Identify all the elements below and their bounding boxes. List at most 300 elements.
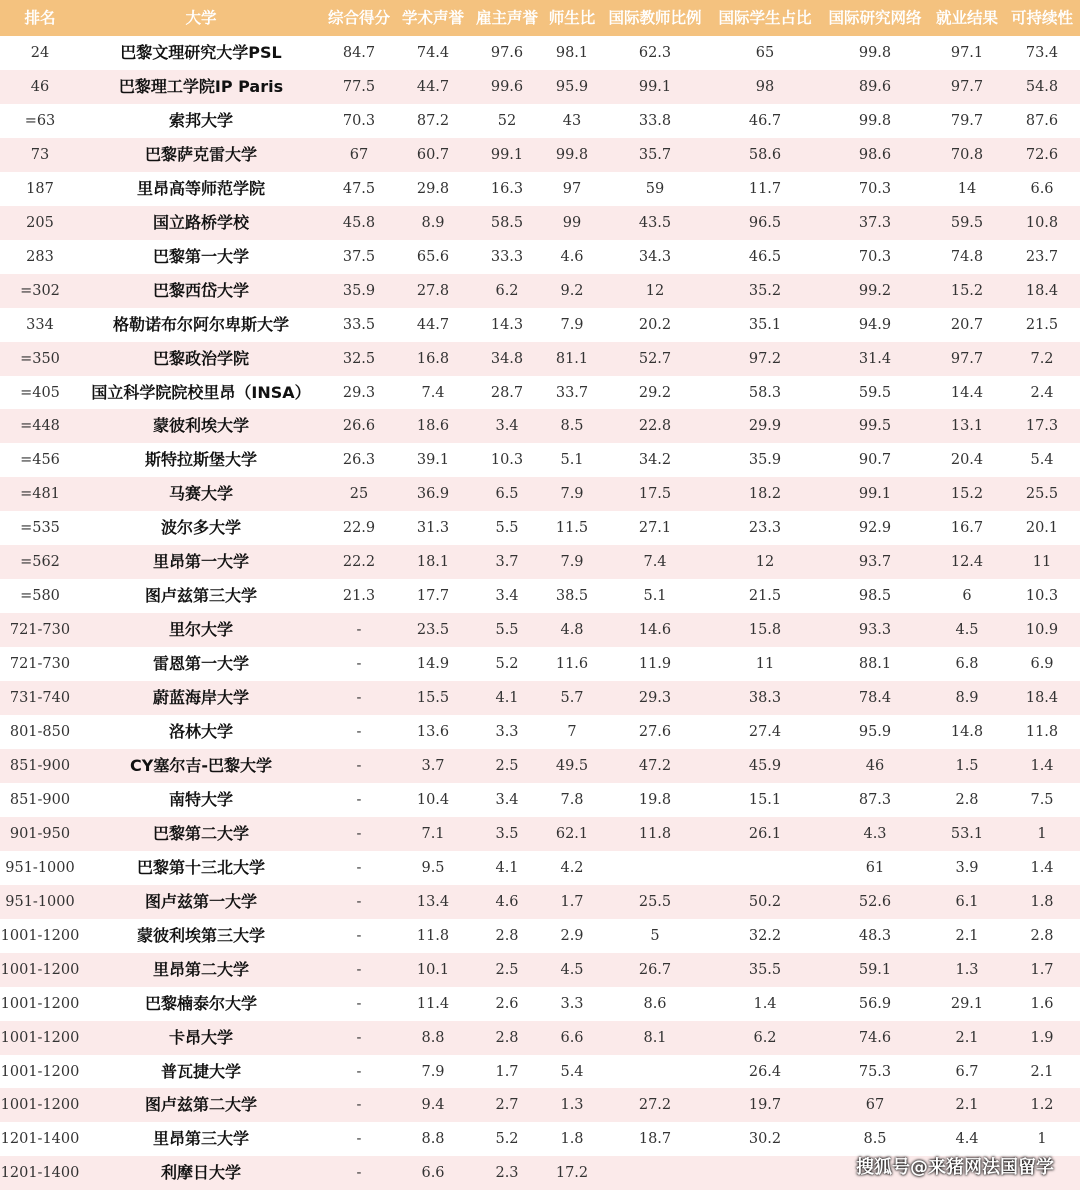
cell-university: 雷恩第一大学 (152, 654, 249, 674)
cell-university: 巴黎理工学院IP Paris (118, 76, 284, 96)
cell-international-faculty: 99.1 (638, 78, 672, 95)
cell-international-faculty: 59 (645, 180, 665, 197)
cell-international-students: 30.2 (748, 1131, 782, 1148)
cell-international-research-network: 46 (865, 757, 885, 774)
cell-international-faculty: 18.7 (638, 1131, 672, 1148)
cell-overall-score: - (356, 1097, 362, 1114)
cell-international-research-network: 70.3 (858, 180, 892, 197)
cell-sustainability: 72.6 (1025, 146, 1059, 163)
cell-international-faculty: 27.2 (638, 1097, 672, 1114)
cell-overall-score: - (356, 1165, 362, 1182)
cell-overall-score: 26.6 (342, 418, 376, 435)
cell-academic-reputation: 23.5 (416, 622, 450, 639)
cell-academic-reputation: 13.6 (416, 724, 450, 740)
cell-academic-reputation: 39.1 (416, 452, 450, 469)
cell-rank: =448 (20, 418, 60, 435)
cell-faculty-student-ratio: 49.5 (555, 757, 589, 774)
cell-university: 洛林大学 (168, 722, 233, 741)
cell-rank: =405 (20, 384, 60, 401)
cell-rank: 205 (26, 214, 54, 231)
cell-university: 蔚蓝海岸大学 (152, 688, 249, 708)
cell-international-faculty: 62.3 (638, 45, 672, 61)
cell-overall-score: - (356, 893, 362, 910)
cell-rank: 1001-1200 (0, 961, 80, 978)
cell-sustainability: 2.4 (1030, 384, 1054, 401)
cell-employment-outcomes: 6.7 (955, 1063, 979, 1080)
header-international-research-network: 国际研究网络 (828, 9, 922, 27)
table-row (0, 206, 1080, 240)
cell-academic-reputation: 65.6 (416, 248, 450, 265)
cell-international-faculty: 7.4 (643, 554, 667, 571)
cell-overall-score: - (356, 1131, 362, 1148)
table-row (0, 70, 1080, 104)
cell-overall-score: - (356, 791, 362, 808)
cell-international-students: 11.7 (748, 180, 782, 197)
cell-sustainability: 7.5 (1030, 791, 1054, 808)
cell-academic-reputation: 10.4 (416, 791, 450, 808)
cell-employer-reputation: 6.5 (495, 486, 519, 503)
cell-international-students: 11 (755, 656, 775, 673)
cell-sustainability: 6.9 (1030, 656, 1054, 673)
cell-international-faculty: 22.8 (638, 418, 672, 435)
cell-faculty-student-ratio: 81.1 (555, 350, 589, 367)
cell-employment-outcomes: 2.1 (955, 1097, 979, 1114)
cell-university: 马赛大学 (168, 484, 233, 504)
cell-rank: 721-730 (9, 656, 71, 673)
cell-employer-reputation: 2.7 (495, 1097, 519, 1114)
cell-employment-outcomes: 97.7 (950, 350, 984, 367)
cell-rank: =302 (20, 282, 60, 299)
cell-rank: =456 (20, 452, 60, 469)
cell-overall-score: 25 (349, 486, 369, 503)
cell-faculty-student-ratio: 97 (562, 180, 582, 197)
cell-international-research-network: 31.4 (858, 350, 892, 367)
cell-international-faculty: 43.5 (638, 214, 672, 231)
cell-international-students: 26.4 (748, 1063, 782, 1080)
cell-international-students: 15.1 (748, 791, 782, 808)
cell-international-research-network: 94.9 (858, 316, 892, 333)
cell-international-students: 26.1 (748, 825, 782, 842)
cell-overall-score: - (356, 1029, 362, 1046)
cell-academic-reputation: 44.7 (416, 78, 450, 95)
table-row (0, 919, 1080, 953)
cell-international-research-network: 89.6 (858, 78, 892, 95)
cell-rank: 1001-1200 (0, 1063, 80, 1080)
cell-international-faculty: 34.3 (638, 248, 672, 265)
cell-international-faculty: 29.3 (638, 690, 672, 707)
cell-employer-reputation: 2.6 (495, 995, 519, 1012)
cell-faculty-student-ratio: 5.7 (560, 690, 584, 707)
cell-academic-reputation: 3.7 (421, 757, 445, 774)
cell-international-research-network: 98.5 (858, 588, 892, 605)
cell-employer-reputation: 3.3 (495, 724, 519, 740)
cell-international-students (710, 851, 820, 885)
cell-academic-reputation: 9.5 (421, 859, 445, 876)
cell-employer-reputation: 3.4 (495, 791, 519, 808)
header-rank: 排名 (24, 9, 56, 27)
cell-academic-reputation: 9.4 (421, 1097, 445, 1114)
cell-employer-reputation: 3.4 (495, 418, 519, 435)
cell-sustainability: 1 (1037, 1131, 1047, 1148)
cell-international-faculty: 33.8 (638, 112, 672, 129)
cell-academic-reputation: 27.8 (416, 282, 450, 299)
cell-employer-reputation: 99.6 (490, 78, 524, 95)
cell-international-faculty (600, 1156, 710, 1190)
cell-international-research-network: 70.3 (858, 248, 892, 265)
table-row (0, 104, 1080, 138)
cell-academic-reputation: 13.4 (416, 893, 450, 910)
cell-employment-outcomes: 2.1 (955, 1029, 979, 1046)
cell-university: 里昂高等师范学院 (136, 178, 265, 198)
cell-employer-reputation: 4.1 (495, 859, 519, 876)
table-row (0, 817, 1080, 851)
cell-university: CY塞尔吉-巴黎大学 (130, 755, 272, 775)
cell-international-students: 35.1 (748, 316, 782, 333)
cell-faculty-student-ratio: 3.3 (560, 995, 584, 1012)
cell-sustainability: 1.2 (1030, 1097, 1054, 1114)
table-row (0, 783, 1080, 817)
cell-rank: 1001-1200 (0, 995, 80, 1012)
cell-academic-reputation: 7.4 (421, 384, 445, 401)
cell-university: 巴黎文理研究大学PSL (120, 43, 282, 62)
cell-international-research-network: 37.3 (858, 214, 892, 231)
cell-university: 图卢兹第二大学 (144, 1095, 257, 1115)
cell-sustainability: 17.3 (1025, 418, 1059, 435)
cell-overall-score: - (356, 690, 362, 707)
table-row (0, 1122, 1080, 1156)
table-row (0, 138, 1080, 172)
cell-sustainability: 7.2 (1030, 350, 1054, 367)
cell-overall-score: - (356, 622, 362, 639)
cell-employer-reputation: 58.5 (490, 214, 524, 231)
cell-employment-outcomes: 13.1 (950, 418, 984, 435)
cell-academic-reputation: 16.8 (416, 350, 450, 367)
cell-sustainability: 2.8 (1030, 927, 1054, 944)
table-row (0, 1088, 1080, 1122)
cell-international-faculty: 47.2 (638, 757, 672, 774)
cell-employment-outcomes: 74.8 (950, 248, 984, 265)
cell-faculty-student-ratio: 33.7 (555, 384, 589, 401)
cell-international-research-network: 59.1 (858, 961, 892, 978)
cell-rank: 851-900 (9, 791, 71, 808)
cell-employer-reputation: 4.1 (495, 690, 519, 707)
cell-academic-reputation: 17.7 (416, 588, 450, 605)
cell-employment-outcomes: 15.2 (950, 486, 984, 503)
cell-rank: =535 (20, 520, 60, 537)
table-row (0, 477, 1080, 511)
cell-international-faculty: 20.2 (638, 316, 672, 333)
cell-rank: 731-740 (9, 690, 71, 707)
cell-faculty-student-ratio: 99.8 (555, 146, 589, 163)
table-row (0, 376, 1080, 410)
cell-faculty-student-ratio: 95.9 (555, 78, 589, 95)
cell-university: 图卢兹第一大学 (144, 891, 257, 911)
cell-employer-reputation: 2.8 (495, 927, 519, 944)
cell-international-students: 35.2 (748, 282, 782, 299)
cell-employment-outcomes: 4.4 (955, 1131, 979, 1148)
cell-faculty-student-ratio: 2.9 (560, 927, 584, 944)
cell-employer-reputation: 28.7 (490, 384, 524, 401)
header-faculty-student-ratio: 师生比 (548, 9, 596, 27)
cell-faculty-student-ratio: 8.5 (560, 418, 584, 435)
cell-overall-score: 77.5 (342, 78, 376, 95)
cell-employment-outcomes: 3.9 (955, 859, 979, 876)
cell-sustainability: 5.4 (1030, 452, 1054, 469)
cell-employment-outcomes: 6.8 (955, 656, 979, 673)
cell-rank: 1201-1400 (0, 1131, 80, 1148)
cell-international-students: 12 (755, 554, 775, 571)
cell-faculty-student-ratio: 6.6 (560, 1029, 584, 1046)
cell-international-faculty: 35.7 (638, 146, 672, 163)
cell-university: 斯特拉斯堡大学 (144, 450, 257, 470)
cell-faculty-student-ratio: 4.5 (560, 961, 584, 978)
cell-university: 格勒诺布尔阿尔卑斯大学 (112, 314, 289, 334)
cell-university: 南特大学 (168, 789, 233, 809)
cell-international-students: 23.3 (748, 520, 782, 537)
cell-academic-reputation: 74.4 (416, 45, 450, 61)
cell-faculty-student-ratio: 7.9 (560, 486, 584, 503)
table-row (0, 681, 1080, 715)
cell-employer-reputation: 52 (497, 112, 517, 129)
cell-faculty-student-ratio: 62.1 (555, 825, 589, 842)
cell-employment-outcomes: 20.4 (950, 452, 984, 469)
cell-university: 国立路桥学校 (152, 212, 249, 232)
cell-academic-reputation: 60.7 (416, 146, 450, 163)
cell-international-faculty: 25.5 (638, 893, 672, 910)
cell-international-research-network: 67 (865, 1097, 885, 1114)
cell-university: 巴黎第一大学 (152, 246, 249, 266)
cell-faculty-student-ratio: 1.7 (560, 893, 584, 910)
cell-university: 利摩日大学 (160, 1163, 241, 1183)
cell-overall-score: - (356, 724, 362, 740)
cell-employer-reputation: 6.2 (495, 282, 519, 299)
cell-employment-outcomes: 70.8 (950, 146, 984, 163)
cell-university: 里昂第二大学 (152, 959, 249, 979)
cell-international-students: 32.2 (748, 927, 782, 944)
cell-international-faculty: 52.7 (638, 350, 672, 367)
cell-international-faculty: 17.5 (638, 486, 672, 503)
cell-rank: 73 (30, 146, 50, 163)
cell-employer-reputation: 2.5 (495, 961, 519, 978)
cell-sustainability: 87.6 (1025, 112, 1059, 129)
cell-overall-score: 22.9 (342, 520, 376, 537)
table-row (0, 342, 1080, 376)
cell-academic-reputation: 7.9 (421, 1063, 445, 1080)
cell-international-research-network: 48.3 (858, 927, 892, 944)
cell-faculty-student-ratio: 1.8 (560, 1131, 584, 1148)
cell-rank: =350 (20, 350, 60, 367)
cell-international-students: 27.4 (748, 724, 782, 740)
cell-international-students: 45.9 (748, 757, 782, 774)
cell-international-research-network: 8.5 (863, 1131, 887, 1148)
cell-employer-reputation: 33.3 (490, 248, 524, 265)
cell-faculty-student-ratio: 11.5 (555, 520, 589, 537)
table-row (0, 308, 1080, 342)
table-row (0, 1055, 1080, 1089)
cell-employment-outcomes: 14.8 (950, 724, 984, 740)
cell-employer-reputation: 5.5 (495, 622, 519, 639)
cell-sustainability: 21.5 (1025, 316, 1059, 333)
cell-international-students: 46.5 (748, 248, 782, 265)
cell-employment-outcomes: 1.3 (955, 961, 979, 978)
cell-overall-score: - (356, 927, 362, 944)
cell-sustainability: 2.1 (1030, 1063, 1054, 1080)
table-row (0, 613, 1080, 647)
cell-international-research-network: 59.5 (858, 384, 892, 401)
cell-faculty-student-ratio: 4.2 (560, 859, 584, 876)
cell-employer-reputation: 3.5 (495, 825, 519, 842)
cell-university: 里昂第三大学 (152, 1129, 249, 1149)
cell-employment-outcomes: 79.7 (950, 112, 984, 129)
cell-international-research-network: 98.6 (858, 146, 892, 163)
cell-employer-reputation: 3.7 (495, 554, 519, 571)
cell-international-faculty (600, 851, 710, 885)
cell-employment-outcomes: 59.5 (950, 214, 984, 231)
cell-overall-score: 33.5 (342, 316, 376, 333)
cell-international-students: 96.5 (748, 214, 782, 231)
header-academic-reputation: 学术声誉 (401, 9, 464, 27)
cell-international-research-network: 52.6 (858, 893, 892, 910)
cell-sustainability: 11 (1032, 554, 1052, 571)
cell-employment-outcomes: 4.5 (955, 622, 979, 639)
cell-overall-score: 22.2 (342, 554, 376, 571)
cell-university: 国立科学院院校里昂（INSA） (91, 382, 311, 402)
cell-international-research-network: 99.1 (858, 486, 892, 503)
table-row (0, 409, 1080, 443)
cell-overall-score: 45.8 (342, 214, 376, 231)
cell-academic-reputation: 7.1 (421, 825, 445, 842)
cell-overall-score: 35.9 (342, 282, 376, 299)
cell-international-faculty: 14.6 (638, 622, 672, 639)
cell-sustainability: 54.8 (1025, 78, 1059, 95)
header-international-faculty: 国际教师比例 (608, 9, 702, 27)
cell-faculty-student-ratio: 7 (567, 724, 577, 740)
cell-academic-reputation: 8.8 (421, 1131, 445, 1148)
header-employer-reputation: 雇主声誉 (475, 9, 538, 27)
table-row (0, 749, 1080, 783)
cell-employer-reputation: 4.6 (495, 893, 519, 910)
cell-faculty-student-ratio: 99 (562, 214, 582, 231)
cell-rank: 1001-1200 (0, 927, 80, 944)
cell-overall-score: - (356, 1063, 362, 1080)
cell-academic-reputation: 15.5 (416, 690, 450, 707)
cell-faculty-student-ratio: 9.2 (560, 282, 584, 299)
cell-faculty-student-ratio: 4.6 (560, 248, 584, 265)
cell-university: 普瓦捷大学 (160, 1061, 241, 1081)
cell-rank: 951-1000 (5, 859, 75, 876)
cell-faculty-student-ratio: 5.1 (560, 452, 584, 469)
cell-international-research-network: 75.3 (858, 1063, 892, 1080)
table-row (0, 1021, 1080, 1055)
cell-rank: 1001-1200 (0, 1029, 80, 1046)
cell-international-students: 18.2 (748, 486, 782, 503)
cell-academic-reputation: 31.3 (416, 520, 450, 537)
cell-employer-reputation: 34.8 (490, 350, 524, 367)
cell-university: 蒙彼利埃第三大学 (136, 925, 265, 945)
table-row (0, 274, 1080, 308)
cell-international-faculty: 11.8 (638, 825, 672, 842)
table-row (0, 511, 1080, 545)
cell-international-students: 98 (755, 78, 775, 95)
cell-international-research-network: 92.9 (858, 520, 892, 537)
cell-faculty-student-ratio: 98.1 (555, 45, 589, 61)
cell-sustainability: 20.1 (1025, 520, 1059, 537)
cell-international-students (710, 1156, 820, 1190)
cell-employment-outcomes: 97.1 (950, 45, 984, 61)
header-employment-outcomes: 就业结果 (935, 9, 998, 27)
cell-employment-outcomes: 16.7 (950, 520, 984, 537)
cell-sustainability: 10.9 (1025, 622, 1059, 639)
cell-international-research-network: 99.5 (858, 418, 892, 435)
cell-overall-score: 47.5 (342, 180, 376, 197)
cell-academic-reputation: 8.8 (421, 1029, 445, 1046)
cell-faculty-student-ratio: 17.2 (555, 1165, 589, 1182)
cell-university: 巴黎西岱大学 (152, 280, 249, 300)
header-international-students: 国际学生占比 (718, 9, 812, 27)
cell-rank: 283 (26, 248, 54, 265)
cell-employer-reputation: 5.2 (495, 656, 519, 673)
cell-international-research-network: 99.2 (858, 282, 892, 299)
cell-rank: 901-950 (9, 825, 71, 842)
cell-international-research-network: 93.3 (858, 622, 892, 639)
watermark-text: 搜狐号@来猪网法国留学 (856, 1157, 1054, 1178)
cell-overall-score: 21.3 (342, 588, 376, 605)
cell-academic-reputation: 8.9 (421, 214, 445, 231)
cell-academic-reputation: 11.8 (416, 927, 450, 944)
cell-employer-reputation: 1.7 (495, 1063, 519, 1080)
cell-international-students: 97.2 (748, 350, 782, 367)
cell-rank: 24 (30, 45, 50, 61)
cell-sustainability: 6.6 (1030, 180, 1054, 197)
table-row (0, 545, 1080, 579)
cell-employment-outcomes: 8.9 (955, 690, 979, 707)
cell-academic-reputation: 11.4 (416, 995, 450, 1012)
cell-rank: 1201-1400 (0, 1165, 80, 1182)
table-row (0, 715, 1080, 749)
cell-overall-score: - (356, 656, 362, 673)
cell-faculty-student-ratio: 7.9 (560, 554, 584, 571)
cell-international-faculty: 11.9 (638, 656, 672, 673)
cell-international-students: 15.8 (748, 622, 782, 639)
cell-international-faculty: 29.2 (638, 384, 672, 401)
cell-international-students: 38.3 (748, 690, 782, 707)
cell-faculty-student-ratio: 4.8 (560, 622, 584, 639)
cell-rank: 721-730 (9, 622, 71, 639)
cell-employer-reputation: 10.3 (490, 452, 524, 469)
cell-rank: =562 (20, 554, 60, 571)
cell-international-research-network: 74.6 (858, 1029, 892, 1046)
cell-academic-reputation: 10.1 (416, 961, 450, 978)
cell-sustainability: 1.7 (1030, 961, 1054, 978)
cell-university: 索邦大学 (168, 110, 233, 130)
table-row (0, 579, 1080, 613)
cell-sustainability: 73.4 (1025, 45, 1059, 61)
cell-international-students: 35.5 (748, 961, 782, 978)
cell-rank: 46 (30, 78, 50, 95)
cell-academic-reputation: 6.6 (421, 1165, 445, 1182)
cell-international-research-network: 56.9 (858, 995, 892, 1012)
table-row (0, 987, 1080, 1021)
cell-overall-score: 32.5 (342, 350, 376, 367)
cell-overall-score: 37.5 (342, 248, 376, 265)
cell-international-faculty (600, 1055, 710, 1089)
cell-rank: 951-1000 (5, 893, 75, 910)
cell-overall-score: - (356, 859, 362, 876)
cell-employment-outcomes: 97.7 (950, 78, 984, 95)
cell-rank: 851-900 (9, 757, 71, 774)
cell-employer-reputation: 2.3 (495, 1165, 519, 1182)
cell-international-research-network: 4.3 (863, 825, 887, 842)
